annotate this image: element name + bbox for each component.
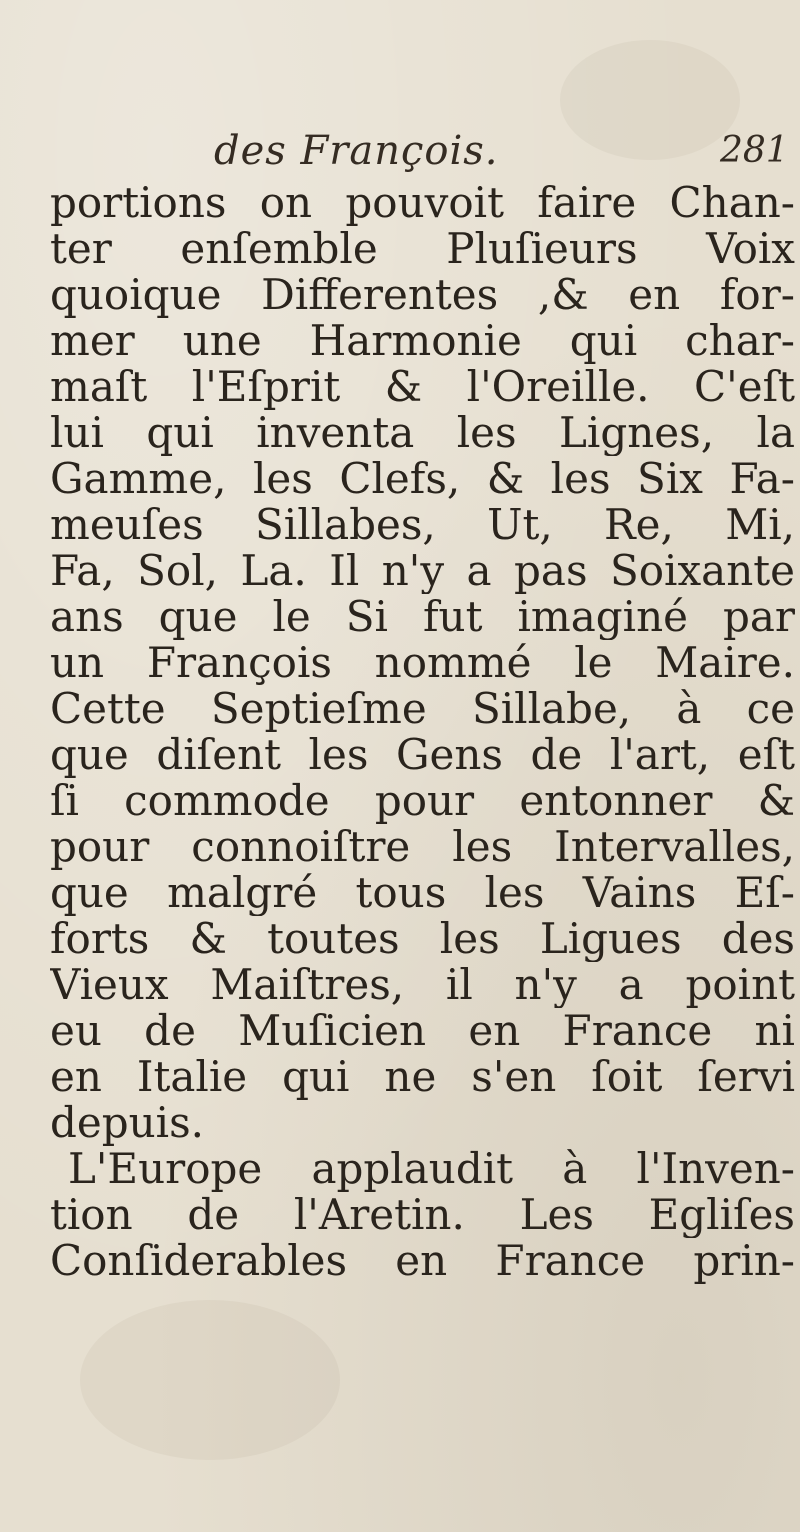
text-line: que diſent les Gens de l'art, eſt bbox=[50, 732, 795, 778]
page-header bbox=[200, 128, 800, 178]
text-line: quoique Differentes ,& en for- bbox=[50, 272, 795, 318]
body-text bbox=[50, 180, 795, 1284]
text-line: mer une Harmonie qui char- bbox=[50, 318, 795, 364]
paper-stain bbox=[80, 1300, 340, 1460]
text-line: maſt l'Eſprit & l'Oreille. C'eſt bbox=[50, 364, 795, 410]
text-line: tion de l'Aretin. Les Egliſes bbox=[50, 1192, 795, 1238]
text-line: meuſes Sillabes, Ut, Re, Mi, bbox=[50, 502, 795, 548]
text-line: L'Europe applaudit à l'Inven- bbox=[68, 1146, 795, 1192]
text-line: Vieux Maiſtres, il n'y a point bbox=[50, 962, 795, 1008]
text-line: un François nommé le Maire. bbox=[50, 640, 795, 686]
text-line: Conſiderables en France prin- bbox=[50, 1238, 795, 1284]
text-line: ter enſemble Pluſieurs Voix bbox=[50, 226, 795, 272]
text-line: en Italie qui ne s'en ſoit ſervi bbox=[50, 1054, 795, 1100]
text-line: depuis. bbox=[50, 1100, 205, 1146]
text-line: ſi commode pour entonner & bbox=[50, 778, 795, 824]
running-head: des François. bbox=[214, 128, 499, 174]
text-line: Gamme, les Clefs, & les Six Fa- bbox=[50, 456, 795, 502]
text-line: forts & toutes les Ligues des bbox=[50, 916, 795, 962]
text-line: eu de Muſicien en France ni bbox=[50, 1008, 795, 1054]
text-line: ans que le Si fut imaginé par bbox=[50, 594, 795, 640]
text-line: pour connoiſtre les Intervalles, bbox=[50, 824, 795, 870]
text-line: que malgré tous les Vains Eſ- bbox=[50, 870, 795, 916]
page-number: 281 bbox=[720, 130, 789, 171]
text-line: Cette Septieſme Sillabe, à ce bbox=[50, 686, 795, 732]
text-line: portions on pouvoit faire Chan- bbox=[50, 180, 795, 226]
text-line: lui qui inventa les Lignes, la bbox=[50, 410, 795, 456]
text-line: Fa, Sol, La. Il n'y a pas Soixante bbox=[50, 548, 795, 594]
